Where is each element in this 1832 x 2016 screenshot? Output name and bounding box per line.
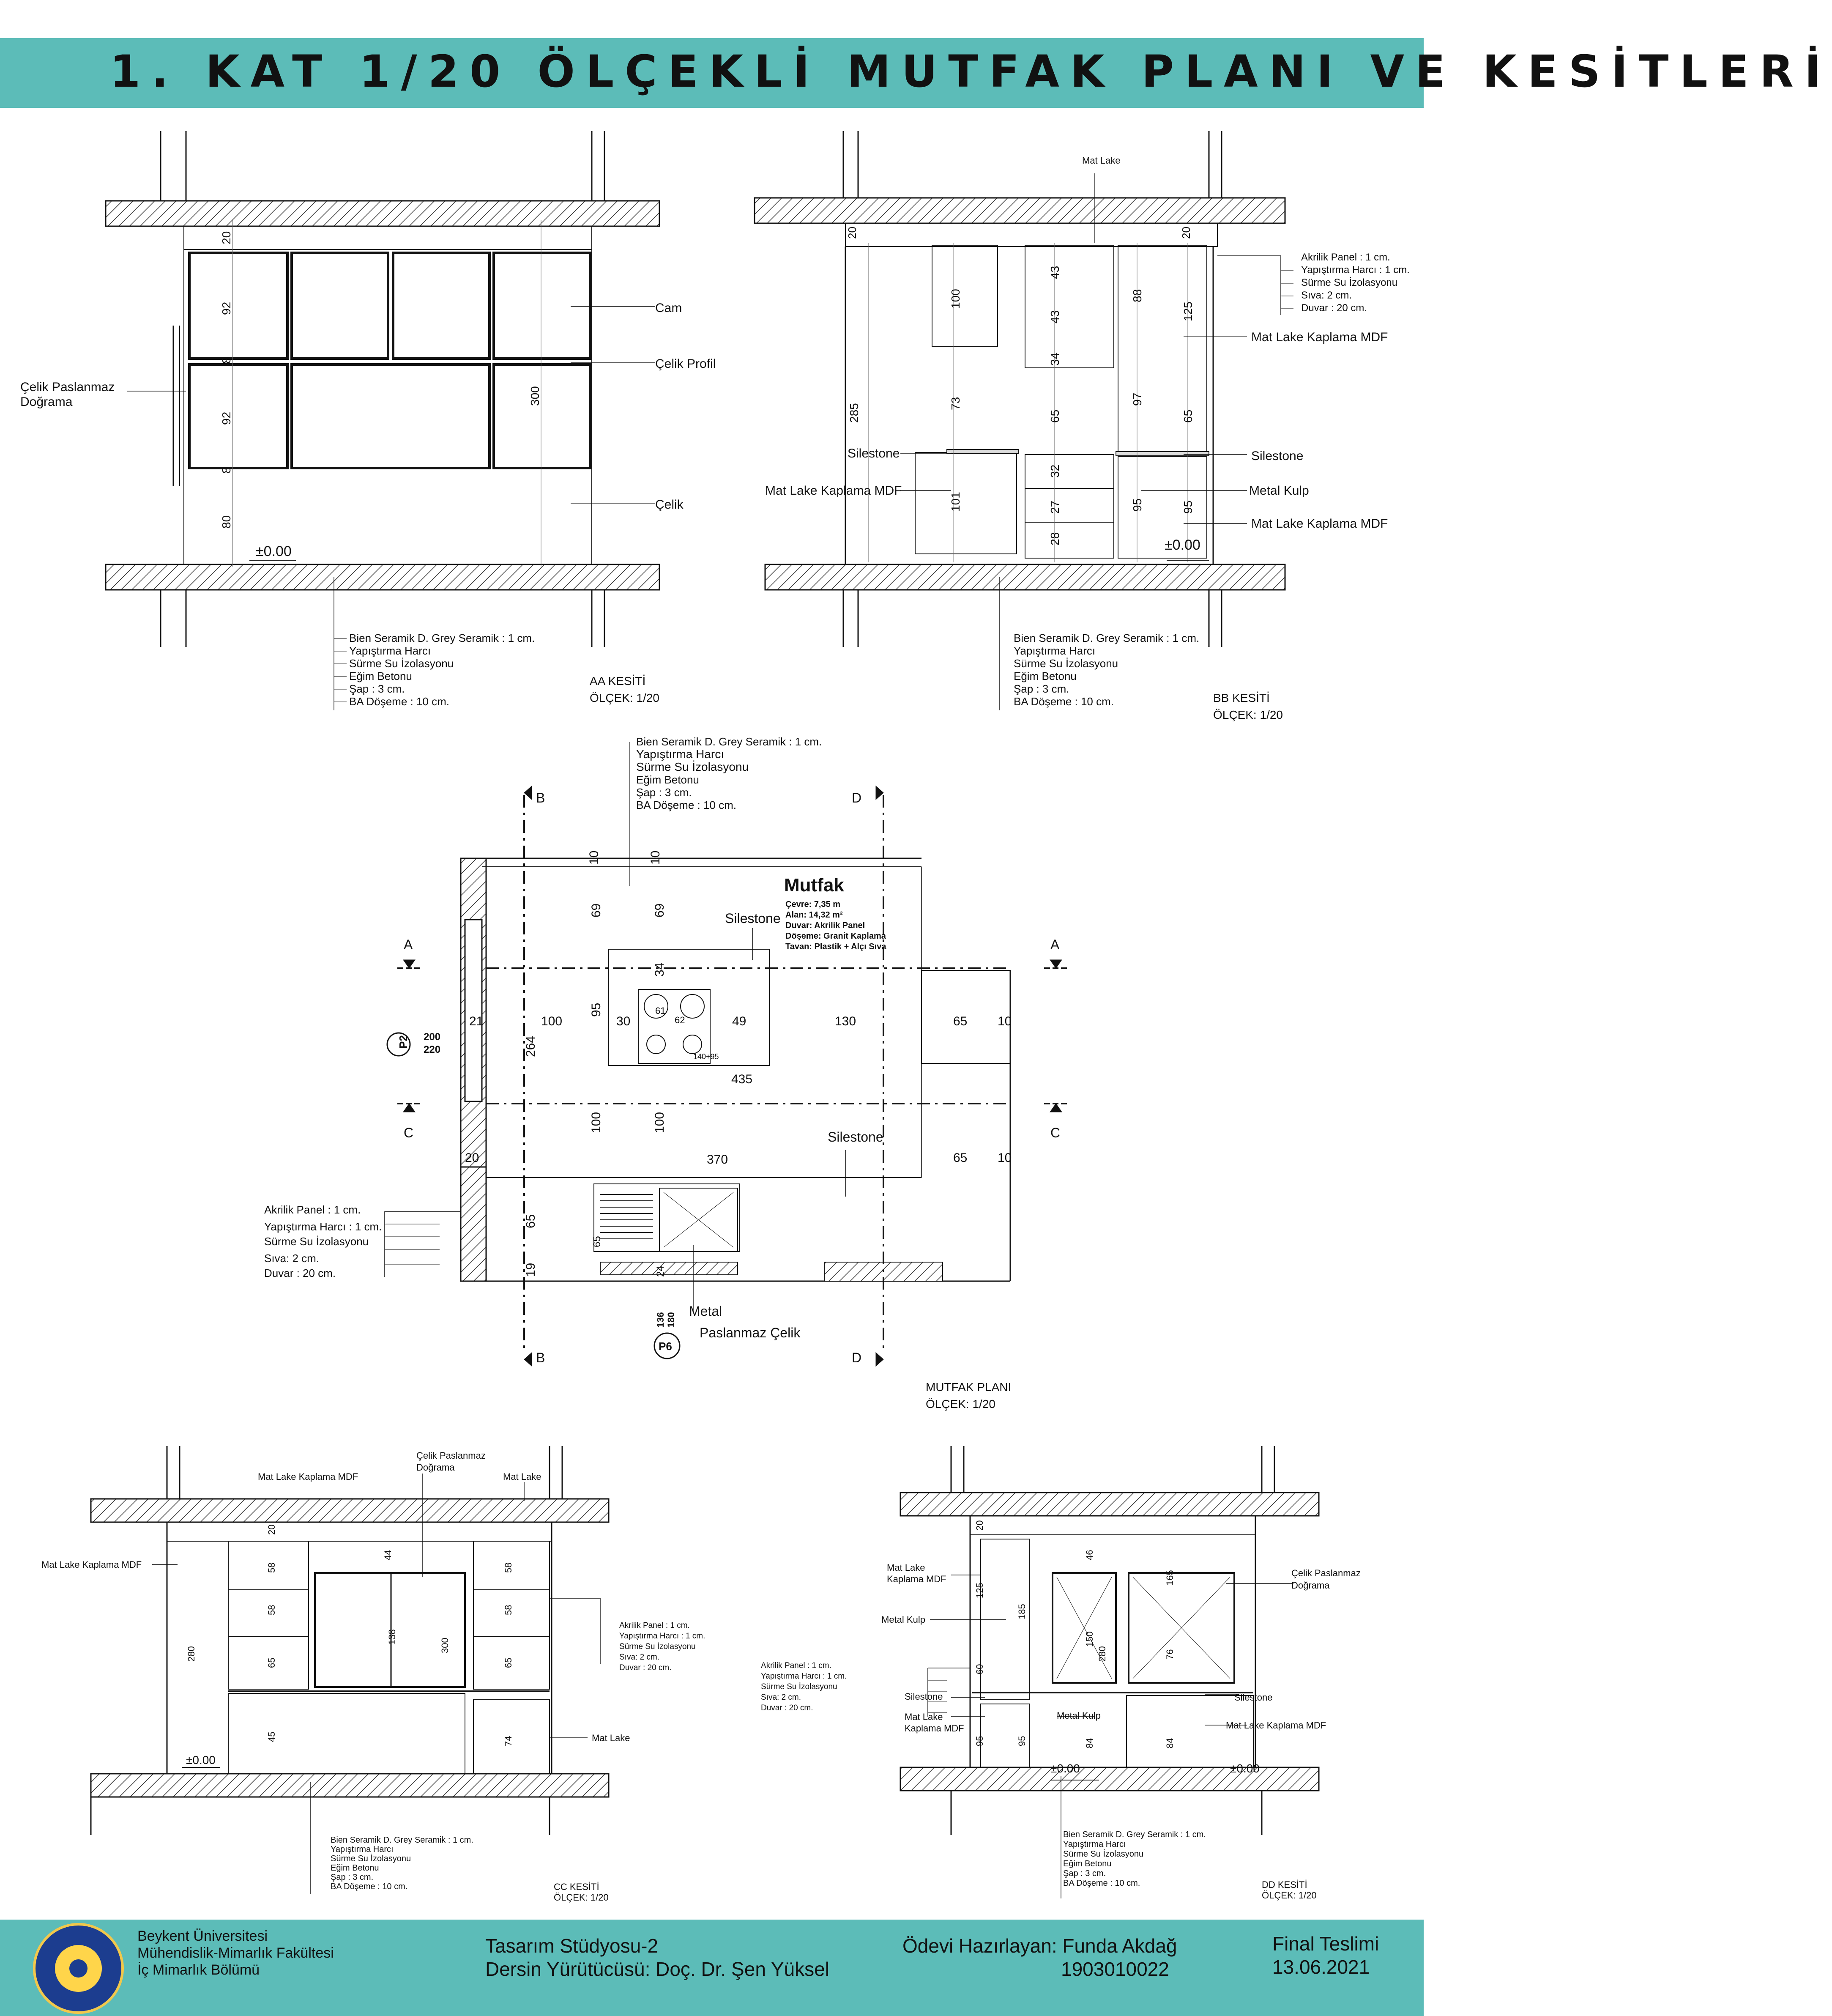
tag-p2: P2 xyxy=(397,1035,410,1049)
dim: 100 xyxy=(589,1112,603,1133)
dim: 20 xyxy=(266,1524,277,1535)
floor-layer: BA Döşeme : 10 cm. xyxy=(331,1882,408,1891)
floor-layer: Sürme Su İzolasyonu xyxy=(636,760,749,773)
wall-layer: Sıva: 2 cm. xyxy=(264,1252,320,1265)
dim: 69 xyxy=(589,903,603,918)
label-celik-paslanmaz: Çelik Paslanmaz xyxy=(1291,1568,1361,1578)
wall-layer: Yapıştırma Harcı : 1 cm. xyxy=(761,1672,847,1681)
bb-upper-cabinet xyxy=(1025,245,1114,368)
floor-layer: Eğim Betonu xyxy=(636,773,699,786)
aa-glass-panel xyxy=(393,253,489,359)
level-mark: ±0.00 xyxy=(256,543,292,559)
floor-layer: Sürme Su İzolasyonu xyxy=(1063,1849,1144,1859)
floor-layer: Şap : 3 cm. xyxy=(1014,682,1069,695)
floor-layer: Yapıştırma Harcı xyxy=(331,1845,394,1854)
level-mark: ±0.00 xyxy=(186,1753,216,1767)
dim: 300 xyxy=(440,1638,450,1653)
dim: 80 xyxy=(220,515,233,529)
wall-layer: Yapıştırma Harcı : 1 cm. xyxy=(264,1220,382,1233)
dim: 101 xyxy=(949,492,962,512)
floor-layer: Eğim Betonu xyxy=(349,670,412,682)
label-mat-lake: Mat Lake xyxy=(1082,155,1121,166)
floor-layer: Yapıştırma Harcı xyxy=(636,748,724,761)
dim: 73 xyxy=(949,397,962,410)
section-mark-c: C xyxy=(1050,1125,1061,1140)
department-name: İç Mimarlık Bölümü xyxy=(137,1962,260,1978)
level-mark: ±0.00 xyxy=(1050,1762,1080,1775)
aa-glass-panel xyxy=(189,364,287,468)
dim: 88 xyxy=(1131,289,1144,302)
wall-layer: Akrilik Panel : 1 cm. xyxy=(619,1621,690,1630)
dim: 20 xyxy=(465,1151,479,1165)
dim: 65 xyxy=(953,1151,968,1165)
label-dograma: Doğrama xyxy=(1291,1580,1330,1591)
plan-text xyxy=(264,735,1060,1411)
dim: 58 xyxy=(266,1562,277,1573)
section-bb xyxy=(755,131,1293,710)
floor-layer: Bien Seramik D. Grey Seramik : 1 cm. xyxy=(349,632,535,644)
section-caption: AA KESİTİ xyxy=(590,674,646,688)
label-mat-lake: Mat Lake xyxy=(503,1471,541,1482)
university-logo xyxy=(33,1923,124,2014)
plan-caption: MUTFAK PLANI xyxy=(926,1381,1012,1394)
label-kaplama-mdf: Kaplama MDF xyxy=(905,1723,964,1734)
author: Ödevi Hazırlayan: Funda Akdağ xyxy=(902,1935,1177,1957)
wall-layer: Sürme Su İzolasyonu xyxy=(619,1642,696,1651)
dim: 45 xyxy=(266,1731,277,1742)
cooktop-size: 140+95 xyxy=(693,1052,719,1061)
dim: 95 xyxy=(974,1736,985,1746)
section-mark-a: A xyxy=(404,937,413,952)
label-silestone: Silestone xyxy=(725,911,781,926)
room-info: Döşeme: Granit Kaplama xyxy=(785,931,886,941)
dim: 92 xyxy=(220,411,233,425)
dim: 62 xyxy=(675,1015,685,1025)
label-dograma: Doğrama xyxy=(416,1462,455,1473)
bb-drawers xyxy=(1025,455,1114,558)
dim: 20 xyxy=(1180,227,1192,239)
dim: 65 xyxy=(953,1014,968,1028)
student-number: 1903010022 xyxy=(1061,1958,1169,1980)
plan-scale: ÖLÇEK: 1/20 xyxy=(926,1397,995,1411)
section-mark-d: D xyxy=(852,1350,862,1365)
wall-layer: Duvar : 20 cm. xyxy=(761,1704,813,1712)
wall-layer: Yapıştırma Harcı : 1 cm. xyxy=(619,1632,705,1641)
label-metal-kulp: Metal Kulp xyxy=(881,1614,925,1625)
tag-p6-h: 180 xyxy=(666,1312,676,1328)
dim: 92 xyxy=(220,301,233,315)
dim: 58 xyxy=(266,1605,277,1615)
dim: 49 xyxy=(732,1014,746,1028)
floor-layer: Yapıştırma Harcı xyxy=(1014,644,1096,657)
floor-layer: Şap : 3 cm. xyxy=(636,786,692,799)
label-mdf: Mat Lake Kaplama MDF xyxy=(41,1559,142,1570)
dim: 84 xyxy=(1165,1738,1175,1748)
faculty-name: Mühendislik-Mimarlık Fakültesi xyxy=(137,1945,334,1961)
cc-base-cabinet xyxy=(228,1693,465,1774)
section-mark-b: B xyxy=(536,1350,545,1365)
dim: 100 xyxy=(541,1014,563,1028)
floor-layer: Bien Seramik D. Grey Seramik : 1 cm. xyxy=(331,1835,473,1845)
section-scale: ÖLÇEK: 1/20 xyxy=(554,1892,609,1903)
floor-layer: Yapıştırma Harcı xyxy=(349,644,431,657)
label-celik-paslanmaz: Çelik Paslanmaz xyxy=(20,380,115,394)
label-silestone: Silestone xyxy=(848,446,900,460)
room-info: Duvar: Akrilik Panel xyxy=(785,921,865,930)
dim: 8 xyxy=(220,357,233,364)
wall-layer: Sıva: 2 cm. xyxy=(761,1693,801,1702)
aa-glass-panel xyxy=(189,253,287,359)
label-mdf: Mat Lake Kaplama MDF xyxy=(1251,330,1388,344)
label-celik-profil: Çelik Profil xyxy=(655,357,716,371)
bb-upper-cabinet xyxy=(932,245,998,347)
dim: 65 xyxy=(266,1657,277,1668)
floor-layer: Sürme Su İzolasyonu xyxy=(331,1854,411,1863)
section-cc xyxy=(91,1446,609,1894)
dim: 95 xyxy=(1131,498,1144,512)
dd-base-cabinet xyxy=(981,1704,1029,1767)
dim: 43 xyxy=(1048,266,1061,279)
dim: 138 xyxy=(387,1629,397,1645)
dd-base-cabinet xyxy=(1127,1696,1253,1767)
section-caption: BB KESİTİ xyxy=(1213,691,1270,704)
dim: 30 xyxy=(616,1014,631,1028)
label-metal-kulp: Metal Kulp xyxy=(1057,1710,1101,1721)
floor-layer: Bien Seramik D. Grey Seramik : 1 cm. xyxy=(1063,1830,1206,1839)
dim: 65 xyxy=(524,1214,538,1228)
section-scale: ÖLÇEK: 1/20 xyxy=(1262,1890,1317,1901)
room-info: Alan: 14,32 m² xyxy=(785,910,843,920)
dim: 125 xyxy=(1181,301,1195,321)
dim: 165 xyxy=(1165,1570,1175,1586)
wall-layer: Yapıştırma Harcı : 1 cm. xyxy=(1301,264,1410,276)
aa-text xyxy=(20,231,716,708)
label-mat-lake: Mat Lake xyxy=(592,1733,630,1743)
dim: 43 xyxy=(1048,310,1061,323)
section-scale: ÖLÇEK: 1/20 xyxy=(590,691,659,704)
label-mat-lake: Mat Lake xyxy=(887,1562,925,1573)
label-metal-kulp: Metal Kulp xyxy=(1249,484,1309,498)
page-title: 1. KAT 1/20 ÖLÇEKLİ MUTFAK PLANI VE KESİTLERİ xyxy=(110,46,1832,97)
floor-layer: Sürme Su İzolasyonu xyxy=(349,657,454,670)
dim: 185 xyxy=(1017,1604,1027,1619)
dim: 280 xyxy=(1097,1646,1107,1662)
tag-p6-w: 136 xyxy=(655,1312,666,1328)
dim: 130 xyxy=(835,1014,856,1028)
label-celik-paslanmaz: Çelik Paslanmaz xyxy=(416,1450,486,1461)
dim: 95 xyxy=(1181,500,1195,514)
section-caption: DD KESİTİ xyxy=(1262,1879,1307,1890)
label-mdf: Mat Lake Kaplama MDF xyxy=(1251,517,1388,531)
label-silestone: Silestone xyxy=(828,1129,883,1145)
wall-layer: Sürme Su İzolasyonu xyxy=(1301,277,1398,288)
dim: 76 xyxy=(1165,1649,1175,1660)
room-info: Tavan: Plastik + Alçı Sıva xyxy=(785,942,886,951)
dim: 97 xyxy=(1131,392,1144,406)
floor-layer: Bien Seramik D. Grey Seramik : 1 cm. xyxy=(636,735,822,748)
label-paslanmaz-celik: Paslanmaz Çelik xyxy=(700,1325,801,1340)
aa-glass-panel xyxy=(292,253,388,359)
dim: 32 xyxy=(1048,464,1061,478)
wall-layer: Sıva: 2 cm. xyxy=(1301,290,1352,301)
floor-layer: Şap : 3 cm. xyxy=(331,1873,374,1882)
dim: 285 xyxy=(848,403,861,423)
bb-text xyxy=(765,155,1410,721)
dim: 46 xyxy=(1084,1550,1095,1560)
label-mdf: Mat Lake Kaplama MDF xyxy=(258,1471,358,1482)
floor-layer: Bien Seramik D. Grey Seramik : 1 cm. xyxy=(1014,632,1200,644)
label-metal: Metal xyxy=(689,1304,722,1319)
label-silestone: Silestone xyxy=(905,1691,943,1702)
dim: 150 xyxy=(1084,1631,1095,1647)
dim: 58 xyxy=(503,1605,514,1615)
plan-island xyxy=(609,949,769,1066)
dim: 61 xyxy=(655,1005,666,1016)
label-celik: Çelik xyxy=(655,498,684,512)
dim: 21 xyxy=(469,1014,484,1028)
tag-p2-w: 200 xyxy=(424,1031,441,1043)
floor-layer: Şap : 3 cm. xyxy=(1063,1869,1106,1878)
dim: 10 xyxy=(998,1014,1012,1028)
dim: 44 xyxy=(383,1550,393,1560)
dim: 65 xyxy=(1181,409,1195,423)
floor-layer: BA Döşeme : 10 cm. xyxy=(349,695,449,708)
label-silestone: Silestone xyxy=(1234,1692,1273,1703)
floor-layer: BA Döşeme : 10 cm. xyxy=(636,799,736,811)
dim: 28 xyxy=(1048,532,1061,545)
floor-layer: Yapıştırma Harcı xyxy=(1063,1840,1126,1849)
section-scale: ÖLÇEK: 1/20 xyxy=(1213,708,1283,721)
dim: 280 xyxy=(186,1646,197,1662)
aa-ceiling-slab xyxy=(106,201,659,226)
label-mdf: Mat Lake Kaplama MDF xyxy=(1226,1720,1326,1731)
aa-glass-panel xyxy=(292,364,489,468)
floor-layer: Şap : 3 cm. xyxy=(349,682,405,695)
section-mark-d: D xyxy=(852,790,862,805)
aa-floor-slab xyxy=(106,564,659,590)
tag-p6: P6 xyxy=(659,1340,672,1353)
plan-window-p2 xyxy=(465,920,482,1101)
dim: 65 xyxy=(503,1657,514,1668)
level-mark: ±0.00 xyxy=(1230,1762,1260,1775)
dim: 10 xyxy=(587,850,601,865)
dim: 74 xyxy=(503,1736,514,1746)
dim: 58 xyxy=(503,1562,514,1573)
wall-layer: Sıva: 2 cm. xyxy=(619,1653,660,1662)
aa-glass-panel xyxy=(494,364,590,468)
wall-layer: Sürme Su İzolasyonu xyxy=(761,1682,837,1691)
dim: 84 xyxy=(1084,1738,1095,1748)
label-mdf: Mat Lake Kaplama MDF xyxy=(765,484,902,498)
dim: 20 xyxy=(846,227,859,239)
instructor: Dersin Yürütücüsü: Doç. Dr. Şen Yüksel xyxy=(485,1958,829,1980)
dim: 10 xyxy=(998,1151,1012,1165)
wall-layer: Akrilik Panel : 1 cm. xyxy=(1301,252,1390,263)
section-mark-b: B xyxy=(536,790,545,805)
floor-layer: Eğim Betonu xyxy=(331,1863,379,1873)
section-aa xyxy=(106,131,659,710)
wall-layer: Akrilik Panel : 1 cm. xyxy=(761,1661,831,1670)
dim: 10 xyxy=(648,850,662,865)
wall-layer: Akrilik Panel : 1 cm. xyxy=(264,1203,361,1216)
aa-glass-panel xyxy=(494,253,590,359)
dim: 69 xyxy=(653,903,667,918)
dim: 125 xyxy=(974,1583,985,1598)
dim: 34 xyxy=(653,962,667,977)
kitchen-plan xyxy=(385,742,1069,1366)
room-name: Mutfak xyxy=(784,875,844,896)
level-mark: ±0.00 xyxy=(1165,537,1200,553)
dim: 65 xyxy=(1048,409,1061,423)
dim: 24 xyxy=(655,1265,666,1277)
dim: 435 xyxy=(731,1072,753,1086)
submission-label: Final Teslimi xyxy=(1272,1933,1379,1955)
floor-layer: BA Döşeme : 10 cm. xyxy=(1014,695,1114,708)
label-mat-lake: Mat Lake xyxy=(905,1712,943,1722)
label-silestone: Silestone xyxy=(1251,449,1304,463)
course-name: Tasarım Stüdyosu-2 xyxy=(485,1935,659,1957)
wall-layer: Duvar : 20 cm. xyxy=(264,1267,336,1279)
dim: 34 xyxy=(1048,352,1061,366)
label-cam: Cam xyxy=(655,301,682,315)
label-dograma: Doğrama xyxy=(20,395,73,409)
dim: 8 xyxy=(220,467,233,474)
dim: 95 xyxy=(1017,1736,1027,1746)
university-name: Beykent Üniversitesi xyxy=(137,1928,268,1944)
dim: 370 xyxy=(707,1153,728,1167)
wall-layer: Duvar : 20 cm. xyxy=(619,1663,672,1672)
dim: 27 xyxy=(1048,500,1061,514)
dim: 60 xyxy=(974,1664,985,1674)
section-caption: CC KESİTİ xyxy=(554,1882,599,1892)
dim: 100 xyxy=(653,1112,667,1133)
floor-layer: Eğim Betonu xyxy=(1063,1859,1112,1868)
wall-layer: Sürme Su İzolasyonu xyxy=(264,1235,369,1248)
dim: 19 xyxy=(524,1263,538,1277)
section-mark-c: C xyxy=(404,1125,414,1140)
wall-layer: Duvar : 20 cm. xyxy=(1301,302,1367,314)
dim: 264 xyxy=(524,1035,538,1057)
dim: 20 xyxy=(220,231,233,244)
room-info: Çevre: 7,35 m xyxy=(785,900,841,909)
dim: 100 xyxy=(949,289,962,309)
bb-base-cabinet xyxy=(915,452,1017,554)
label-kaplama-mdf: Kaplama MDF xyxy=(887,1574,946,1584)
section-mark-a: A xyxy=(1050,937,1060,952)
floor-layer: BA Döşeme : 10 cm. xyxy=(1063,1879,1140,1888)
floor-layer: Eğim Betonu xyxy=(1014,670,1077,682)
dim: 95 xyxy=(589,1003,603,1017)
dim: 300 xyxy=(528,386,541,406)
bb-tall-cabinet xyxy=(1118,245,1207,457)
floor-layer: Sürme Su İzolasyonu xyxy=(1014,657,1118,670)
dim: 20 xyxy=(974,1520,985,1531)
tag-p2-h: 220 xyxy=(424,1044,441,1055)
dim: 65 xyxy=(591,1236,603,1247)
submission-date: 13.06.2021 xyxy=(1272,1956,1370,1978)
